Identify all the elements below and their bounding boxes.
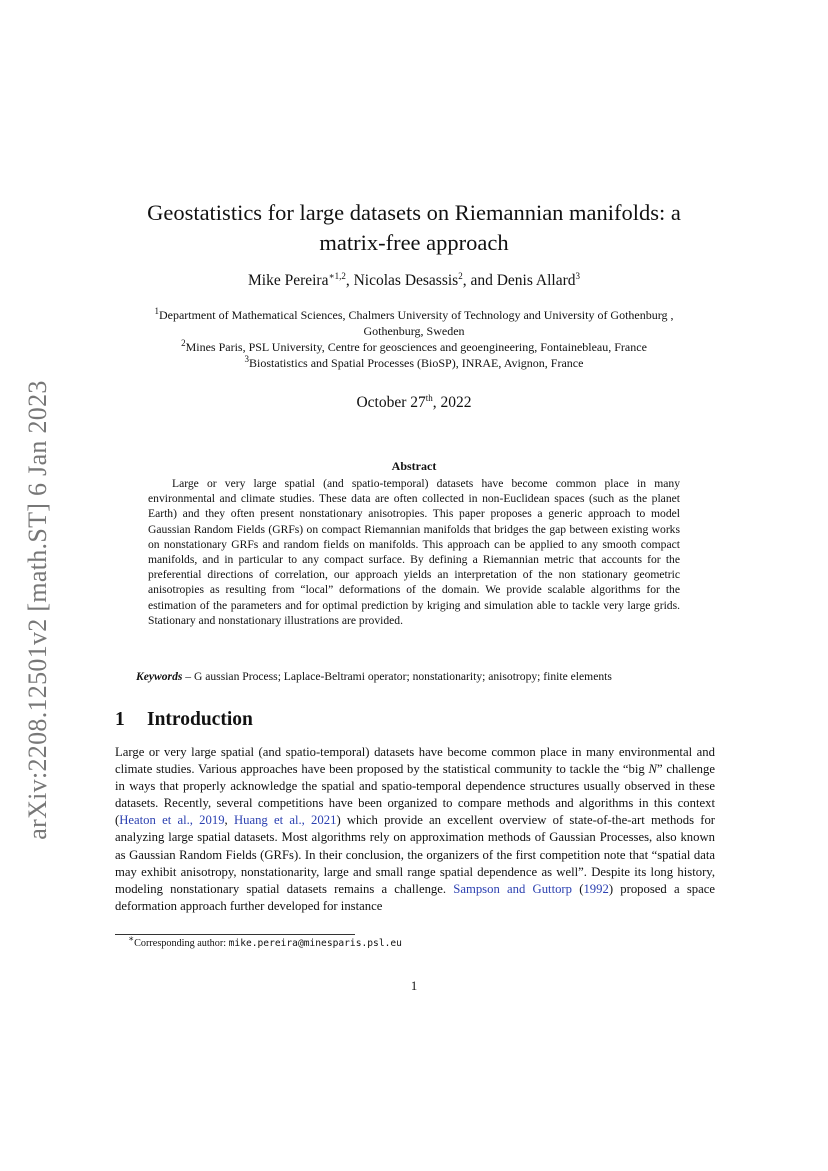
- affiliation-2-text: Mines Paris, PSL University, Centre for geosciences and geoengineering, Fontainebleau, France: [185, 340, 647, 354]
- intro-paragraph: [115, 744, 715, 915]
- title-line-1: Geostatistics for large datasets on Riemannian manifolds: a: [147, 200, 681, 225]
- intro-big-n: N: [648, 762, 657, 777]
- author-1-affil: ∗1,2: [328, 270, 346, 281]
- affiliation-2-marker: 2: [181, 338, 186, 348]
- abstract-text: Large or very large spatial (and spatio-temporal) datasets have become common place in many environmental and climate studies. These data are often collected in non-Euclidean spaces (such as the planet Earth) and they often present nonstationary anisotropies. This paper proposes a generic approach to model Gaussian Random Fields (GRFs) on compact Riemannian manifolds that bridges the gap between existing works on nonstationary GRFs and random fields on manifolds. This approach can be applied to any smooth compact manifolds, and in particular to any compact surface. By defining a Riemannian metric that accounts for the preferential directions of correlation, our approach yields an interpretation of the non stationary geometric anisotropies as resulting from “local” deformations of the domain. We provide scalable algorithms for the estimation of the parameters and for optimal prediction by kriging and simulation able to tackle very large grids. Stationary and nonstationary illustrations are provided.: [148, 477, 680, 627]
- citation-open-paren: (: [572, 881, 584, 896]
- affiliation-3: [100, 355, 728, 371]
- date-prefix: October 27: [356, 394, 426, 411]
- author-3-name: Denis Allard: [496, 272, 576, 289]
- author-separator-1: ,: [345, 272, 354, 289]
- section-number: 1: [115, 709, 125, 730]
- citation-sampson-guttorp-year[interactable]: 1992: [583, 881, 609, 896]
- footnote-text: Corresponding author:: [134, 938, 229, 949]
- abstract-heading: Abstract: [391, 459, 437, 473]
- page-number: 1: [410, 979, 418, 993]
- section-title: Introduction: [147, 709, 253, 730]
- citation-huang-2021[interactable]: Huang et al., 2021: [233, 813, 337, 828]
- affiliation-1-line-1: Department of Mathematical Sciences, Chalmers University of Technology and University of Gothenburg ,: [158, 308, 674, 322]
- author-list: [100, 272, 728, 290]
- title-line-2: matrix-free approach: [319, 230, 509, 255]
- footnote-email[interactable]: mike.pereira@minesparis.psl.eu: [228, 938, 402, 949]
- arxiv-id-label: arXiv:2208.12501v2 [math.ST] 6 Jan 2023: [23, 380, 52, 840]
- intro-text-3: ) which provide an excellent overview of state-of-the-art methods for analyzing large spatial datasets. Most algorithms rely on approximation methods of Gaussian Processes, also known as Gaussian Random Fields (GRFs). In their conclusion, the organizers of the first competition note that “spatial data may exhibit anisotropy, nonstationarity, large and small range spatial dependence as well”. Despite its long history, modeling nonstationary spatial datasets remains a challenge.: [115, 813, 716, 896]
- arxiv-sidebar-stamp: [18, 360, 58, 860]
- footnote-marker: ∗: [128, 933, 135, 944]
- paper-date: [100, 394, 728, 412]
- intro-text-4: ) proposed a space deformation approach further developed for instance: [115, 881, 715, 913]
- citation-heaton-2019[interactable]: Heaton et al., 2019: [119, 813, 225, 828]
- author-separator-2: , and: [462, 272, 497, 289]
- paper-title: [100, 198, 728, 258]
- date-ordinal: th: [425, 392, 433, 403]
- affiliation-1-marker: 1: [154, 306, 159, 316]
- author-2-affil: 2: [458, 270, 463, 281]
- intro-text-1: Large or very large spatial (and spatio-temporal) datasets have become common place in many environmental and climate studies. Various approaches have been proposed by the statistical community to tackle the “big: [115, 745, 715, 777]
- affiliation-3-text: Biostatistics and Spatial Processes (BioSP), INRAE, Avignon, France: [249, 356, 584, 370]
- keywords-text: – G aussian Process; Laplace-Beltrami operator; nonstationarity; anisotropy; finite elements: [182, 670, 612, 683]
- date-suffix: , 2022: [432, 394, 472, 411]
- author-2-name: Nicolas Desassis: [353, 272, 459, 289]
- keywords: [136, 670, 736, 683]
- affiliations: [100, 307, 728, 371]
- footnote: [128, 933, 402, 949]
- affiliation-2: [100, 339, 728, 355]
- affiliation-3-marker: 3: [244, 354, 250, 364]
- affiliation-1-line-2: Gothenburg, Sweden: [363, 324, 465, 338]
- author-3-affil: 3: [575, 270, 581, 281]
- keywords-label: Keywords: [136, 670, 183, 683]
- affiliation-1: [100, 307, 728, 323]
- footnote-rule: [115, 934, 355, 935]
- citation-sampson-guttorp[interactable]: Sampson and Guttorp: [453, 881, 573, 896]
- author-1-name: Mike Pereira: [247, 272, 329, 289]
- citation-separator: ,: [224, 813, 234, 828]
- section-heading: [115, 709, 253, 731]
- intro-text-2: ” challenge in ways that properly acknowledge the spatial and spatio-temporal dependence structures usually observed in these datasets. Recently, several competitions have been organized to compare methods and algorithms in this context (: [115, 762, 715, 828]
